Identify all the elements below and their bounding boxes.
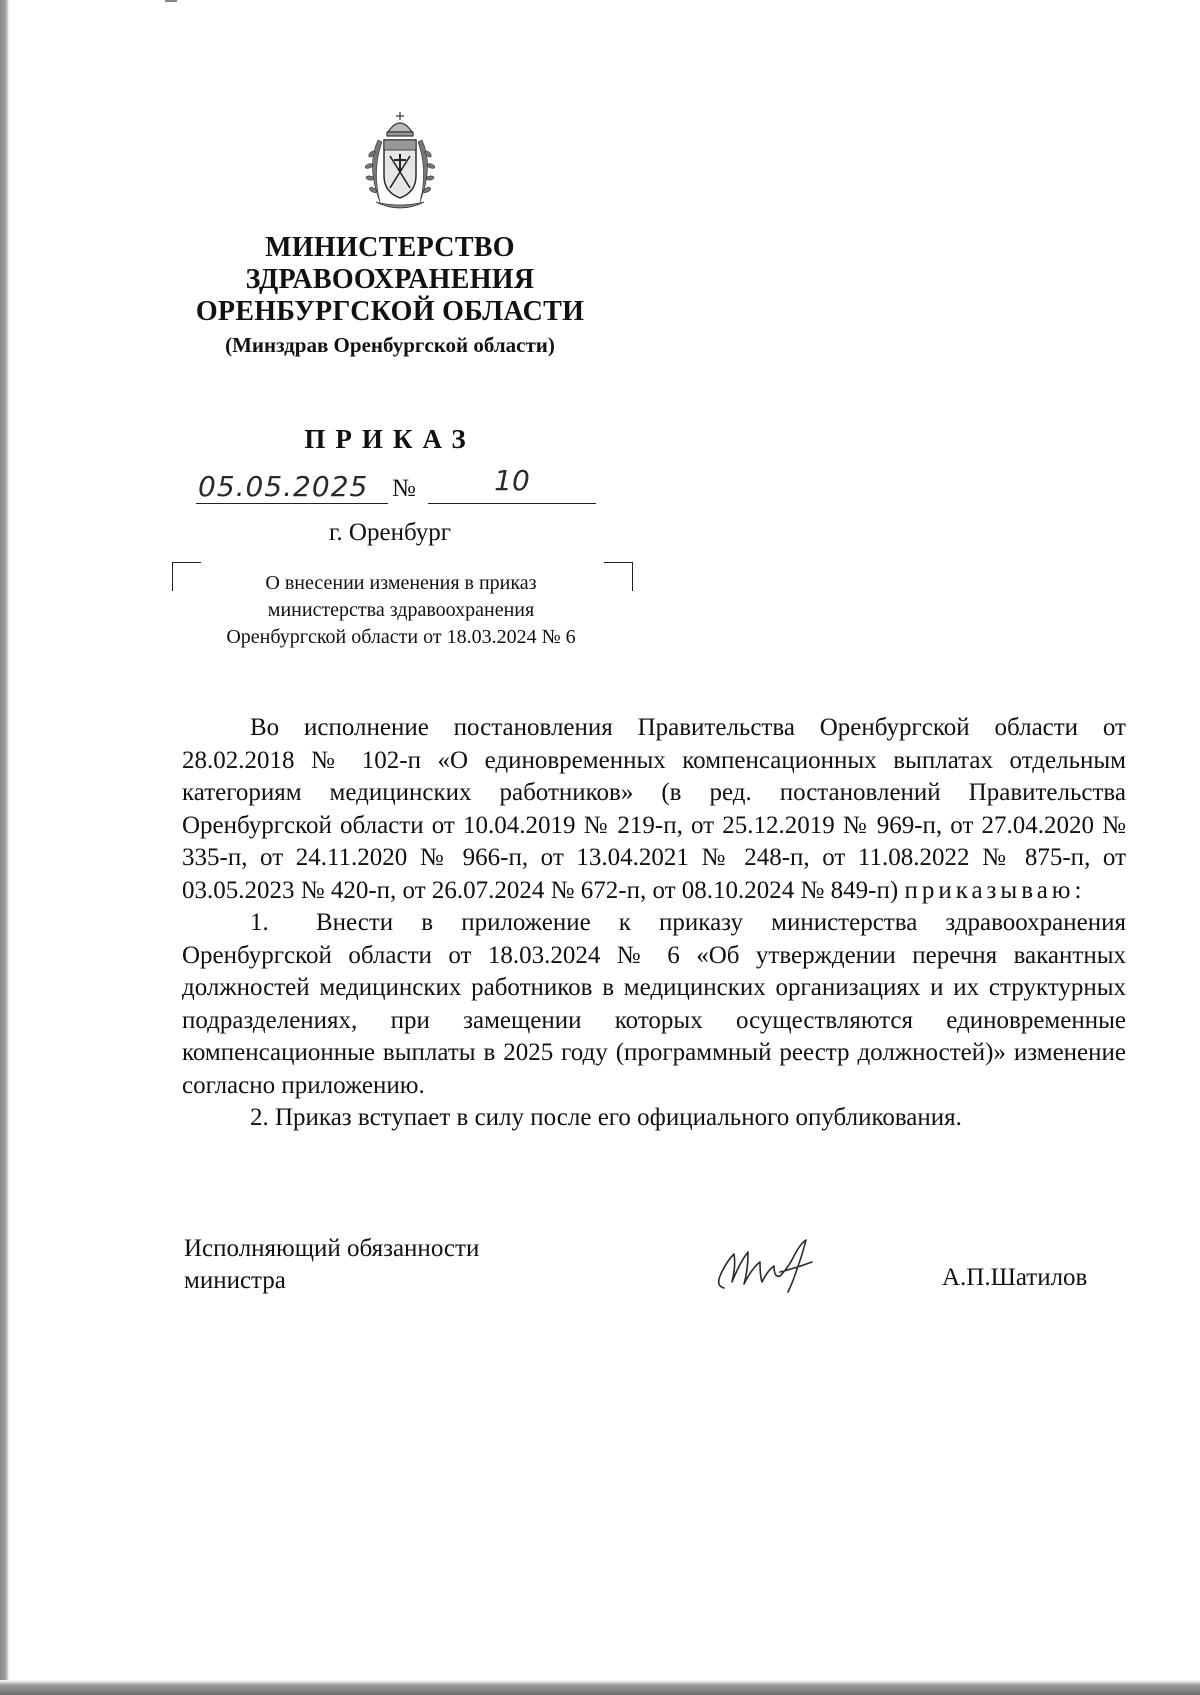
coat-of-arms-icon [358, 110, 442, 218]
ministry-short-name: (Минздрав Оренбургской области) [225, 333, 555, 357]
number-underline [428, 503, 596, 504]
item-1-paragraph [182, 907, 1126, 1102]
order-word: приказываю: [904, 876, 1086, 904]
signer-position-line-2: министра [184, 1267, 286, 1294]
scan-top-mark [165, 0, 177, 2]
ministry-name-line-1: МИНИСТЕРСТВО [265, 232, 515, 263]
order-city: г. Оренбург [329, 519, 451, 546]
scan-edge-bottom [0, 1680, 1200, 1695]
order-subject [185, 570, 617, 651]
order-body [182, 712, 1126, 1135]
subject-line-3: Оренбургской области от 18.03.2024 № 6 [226, 626, 576, 648]
order-number: 10 [494, 464, 530, 497]
subject-line-1: О внесении изменения в приказ [265, 572, 537, 594]
number-sign: № [392, 475, 416, 502]
order-title: ПРИКАЗ [304, 424, 476, 454]
date-underline [196, 503, 388, 504]
signer-position [184, 1233, 564, 1297]
item-2-paragraph: 2. Приказ вступает в силу после его официального опубликования. [250, 1104, 962, 1131]
ministry-name-line-2: ЗДРАВООХРАНЕНИЯ [245, 264, 535, 295]
ministry-header [160, 232, 620, 359]
item-1-number: 1. [250, 909, 269, 936]
preamble-paragraph [182, 712, 1126, 907]
signer-position-line-1: Исполняющий обязанности [184, 1235, 480, 1262]
ministry-name-line-3: ОРЕНБУРГСКОЙ ОБЛАСТИ [195, 296, 585, 327]
order-date-number-row [196, 464, 616, 510]
subject-line-2: министерства здравоохранения [267, 599, 535, 621]
order-date: 05.05.2025 [198, 470, 369, 503]
signer-name: А.П.Шатилов [942, 1264, 1088, 1291]
item-1-text: Внести в приложение к приказу министерства здравоохранения Оренбургской области от 18.03.2024 № 6 «Об утверждении перечня вакантных должностей медицинских работников в медицинских организациях и их структурных подразделениях, при замещении которых осуществляются единовременные компенсационные выплаты в 2025 году (программный реестр должностей)» изменение согласно приложению. [182, 909, 1126, 1099]
scan-edge-left [0, 0, 9, 1695]
handwritten-signature-icon [710, 1232, 830, 1302]
preamble-text: Во исполнение постановления Правительства Оренбургской области от 28.02.2018 № 102-п «О единовременных компенсационных выплатах отдельным категориям медицинских работников» (в ред. постановлений Правительства Оренбургской области от 10.04.2019 № 219-п, от 25.12.2019 № 969-п, от 27.04.2020 № 335-п, от 24.11.2020 № 966-п, от 13.04.2021 № 248-п, от 11.08.2022 № 875-п, от 03.05.2023 № 420-п, от 26.07.2024 № 672-п, от 08.10.2024 № 849-п) [182, 714, 1126, 904]
